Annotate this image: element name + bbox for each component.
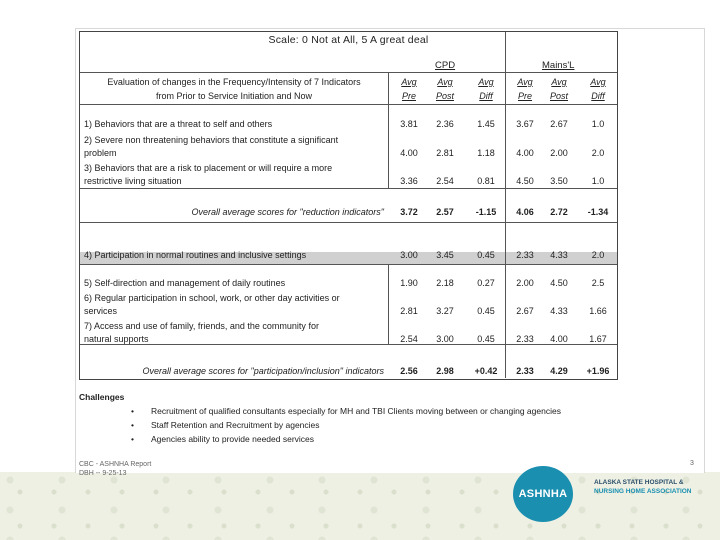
average-cell: -1.34 [587, 207, 609, 217]
column-header: Post [549, 91, 568, 101]
column-header: Diff [591, 91, 605, 101]
average-label: Overall average scores for "reduction indicators" [191, 207, 384, 217]
footer-source: CBC - ASHNHA Report DBH -- 9-25-13 [79, 461, 152, 477]
table-cell: 2.18 [436, 278, 454, 288]
row-label: 4) Participation in normal routines and inclusive settings [84, 250, 307, 260]
average-cell: 3.72 [400, 207, 418, 217]
table-cell: 3.50 [550, 176, 568, 186]
average-cell: +0.42 [474, 366, 498, 376]
header-line2: from Prior to Service Initiation and Now [155, 91, 313, 101]
table-cell: 2.54 [436, 176, 454, 186]
column-header: Avg [551, 77, 567, 87]
column-header: Pre [401, 91, 416, 101]
column-header: Avg [590, 77, 606, 87]
table-cell: 0.27 [477, 278, 495, 288]
table-cell: 2.54 [400, 334, 418, 344]
row-label: restrictive living situation [84, 176, 182, 186]
row-label: 5) Self-direction and management of daily routines [84, 278, 286, 288]
table-cell: 1.67 [589, 334, 607, 344]
column-header: Avg [478, 77, 494, 87]
table-cell: 4.00 [516, 148, 534, 158]
table-cell: 0.45 [477, 334, 495, 344]
table-cell: 2.0 [591, 148, 605, 158]
row-label: 1) Behaviors that are a threat to self and others [84, 119, 273, 129]
row-label: 3) Behaviors that are a risk to placement or will require a more [84, 163, 333, 173]
table-cell: 2.33 [516, 334, 534, 344]
table-cell: 4.00 [400, 148, 418, 158]
table-cell: 3.45 [436, 250, 454, 260]
row-label: services [84, 306, 118, 316]
logo-caption: ALASKA STATE HOSPITAL & NURSING HOME ASSOCIATION [594, 479, 692, 495]
average-cell: -1.15 [475, 207, 497, 217]
average-cell: 4.06 [516, 207, 534, 217]
challenge-item: • Agencies ability to provide needed services [131, 434, 315, 444]
average-cell: 2.56 [400, 366, 418, 376]
group-cpd: CPD [435, 60, 456, 71]
table-cell: 0.81 [477, 176, 495, 186]
average-label: Overall average scores for "participation/inclusion" indicators [142, 366, 384, 376]
average-cell: 2.33 [516, 366, 534, 376]
page-number: 3 [690, 460, 694, 467]
table-cell: 4.50 [516, 176, 534, 186]
table-cell: 2.67 [550, 119, 568, 129]
table-cell: 2.5 [591, 278, 605, 288]
table-cell: 2.67 [516, 306, 534, 316]
indicators-table [79, 31, 618, 380]
table-cell: 0.45 [477, 250, 495, 260]
row-label: 2) Severe non threatening behaviors that constitute a significant [84, 135, 339, 145]
challenge-item: • Staff Retention and Recruitment by agencies [131, 420, 320, 430]
scale-line: Scale: 0 Not at All, 5 A great deal [268, 34, 429, 46]
table-cell: 3.36 [400, 176, 418, 186]
table-cell: 2.00 [550, 148, 568, 158]
table-cell: 4.33 [550, 306, 568, 316]
row-label: 6) Regular participation in school, work, or other day activities or [84, 293, 340, 303]
table-cell: 3.27 [436, 306, 454, 316]
average-cell: 2.57 [436, 207, 454, 217]
challenges-title: Challenges [79, 392, 125, 402]
group-mains: Mains'L [542, 60, 575, 71]
table-cell: 2.81 [400, 306, 418, 316]
average-cell: 2.72 [550, 207, 568, 217]
ashnha-logo-icon: ASHNHA [513, 466, 573, 522]
table-cell: 3.81 [400, 119, 418, 129]
table-cell: 1.0 [591, 176, 605, 186]
table-cell: 4.00 [550, 334, 568, 344]
average-cell: +1.96 [586, 366, 610, 376]
challenge-item: • Recruitment of qualified consultants especially for MH and TBI Clients moving between or changing agencies [131, 406, 561, 416]
table-cell: 4.33 [550, 250, 568, 260]
table-cell: 1.90 [400, 278, 418, 288]
table-cell: 2.36 [436, 119, 454, 129]
row-label: natural supports [84, 334, 149, 344]
table-cell: 1.18 [477, 148, 495, 158]
table-cell: 2.81 [436, 148, 454, 158]
table-cell: 1.45 [477, 119, 495, 129]
table-cell: 2.33 [516, 250, 534, 260]
table-cell: 1.66 [589, 306, 607, 316]
table-cell: 0.45 [477, 306, 495, 316]
row-label: problem [84, 148, 117, 158]
column-header: Diff [479, 91, 493, 101]
column-header: Pre [517, 91, 532, 101]
table-cell: 3.00 [436, 334, 454, 344]
table-cell: 3.67 [516, 119, 534, 129]
column-header: Avg [401, 77, 417, 87]
header-line1: Evaluation of changes in the Frequency/Intensity of 7 Indicators [107, 77, 361, 87]
row-label: 7) Access and use of family, friends, and the community for [84, 321, 319, 331]
column-header: Avg [517, 77, 533, 87]
challenges-section [79, 392, 679, 444]
column-header: Avg [437, 77, 453, 87]
column-header: Post [435, 91, 454, 101]
average-cell: 4.29 [550, 366, 568, 376]
table-cell: 2.0 [591, 250, 605, 260]
table-cell: 3.00 [400, 250, 418, 260]
table-cell: 4.50 [550, 278, 568, 288]
table-cell: 2.00 [516, 278, 534, 288]
average-cell: 2.98 [436, 366, 454, 376]
table-cell: 1.0 [591, 119, 605, 129]
